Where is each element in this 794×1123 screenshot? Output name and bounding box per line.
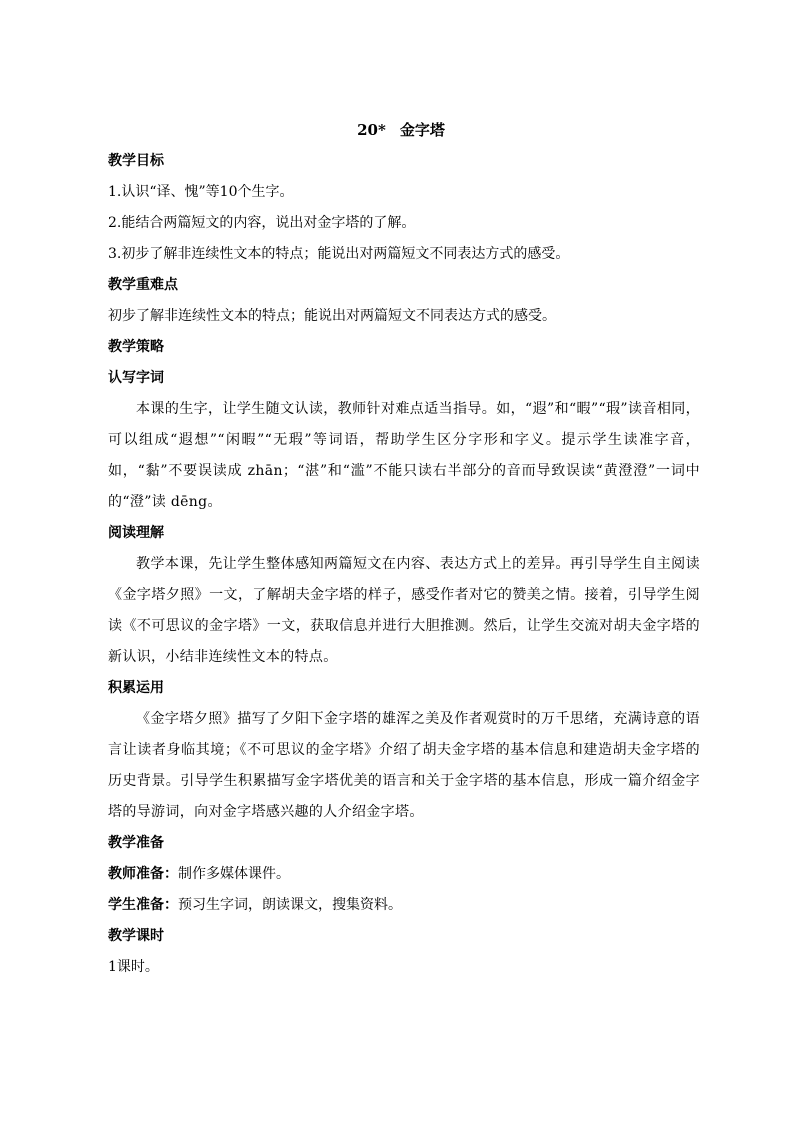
student-preparation-label: 学生准备： <box>108 897 178 913</box>
student-preparation <box>108 890 700 921</box>
application-paragraph: 《金字塔夕照》描写了夕阳下金字塔的雄浑之美及作者观赏时的万千思绪，充满诗意的语言让读者身临其境；《不可思议的金字塔》介绍了胡夫金字塔的基本信息和建造胡夫金字塔的历史背景。引导学生积累描写金字塔优美的语言和关于金字塔的基本信息，形成一篇介绍金字塔的导游词，向对金字塔感兴趣的人介绍金字塔。 <box>108 711 700 820</box>
reading-heading: 阅读理解 <box>108 525 164 541</box>
goal-item-3: 3.初步了解非连续性文本的特点；能说出对两篇短文不同表达方式的感受。 <box>108 246 570 262</box>
goals-heading: 教学目标 <box>108 153 164 169</box>
goal-item-2: 2.能结合两篇短文的内容，说出对金字塔的了解。 <box>108 215 416 231</box>
hours-heading: 教学课时 <box>108 928 164 944</box>
preparation-heading: 教学准备 <box>108 835 164 851</box>
teacher-preparation-text: 制作多媒体课件。 <box>178 866 290 882</box>
lesson-number: 20* <box>357 121 386 139</box>
literacy-heading: 认写字词 <box>108 370 164 386</box>
student-preparation-text: 预习生字词，朗读课文，搜集资料。 <box>178 897 402 913</box>
lesson-title-text: 金字塔 <box>399 121 445 139</box>
hours-text: 1课时。 <box>108 959 159 975</box>
difficulty-heading: 教学重难点 <box>108 277 178 293</box>
reading-paragraph: 教学本课，先让学生整体感知两篇短文在内容、表达方式上的差异。再引导学生自主阅读《金字塔夕照》一文，了解胡夫金字塔的样子，感受作者对它的赞美之情。接着，引导学生阅读《不可思议的金字塔》一文，获取信息并进行大胆推测。然后，让学生交流对胡夫金字塔的新认识，小结非连续性文本的特点。 <box>108 556 700 665</box>
teacher-preparation-label: 教师准备： <box>108 866 178 882</box>
literacy-paragraph: 本课的生字，让学生随文认读，教师针对难点适当指导。如，“遐”和“暇”“瑕”读音相同，可以组成“遐想”“闲暇”“无瑕”等词语，帮助学生区分字形和字义。提示学生读准字音，如，“黏”不要误读成 zhān；“湛”和“滥”不能只读右半部分的音而导致误读“黄澄澄”一词中的“澄”读 dēng。 <box>108 401 700 510</box>
difficulty-text: 初步了解非连续性文本的特点；能说出对两篇短文不同表达方式的感受。 <box>108 308 556 324</box>
lesson-title <box>108 116 700 144</box>
teacher-preparation <box>108 859 700 890</box>
goal-item-1: 1.认识“译、愧”等10个生字。 <box>108 184 294 200</box>
strategy-heading: 教学策略 <box>108 339 164 355</box>
application-heading: 积累运用 <box>108 680 164 696</box>
